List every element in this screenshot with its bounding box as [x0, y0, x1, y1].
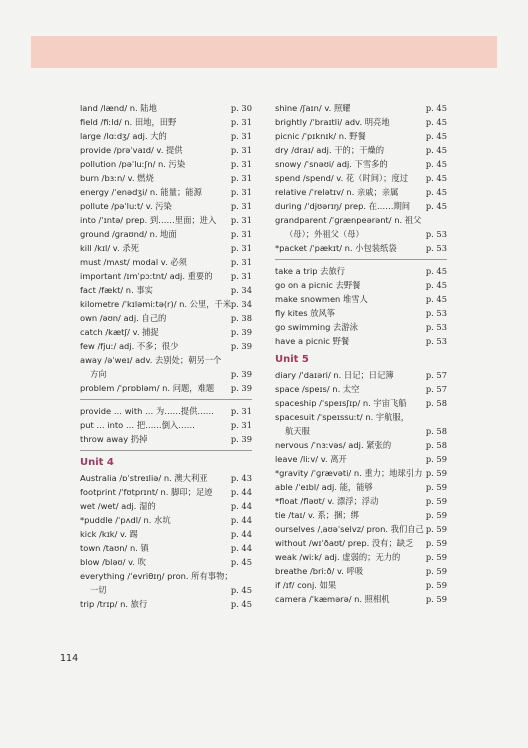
vocab-text: *gravity /ˈɡrævəti/ n. 重力；地球引力 [275, 468, 423, 478]
vocab-entry [275, 508, 447, 522]
vocab-text: town /taʊn/ n. 镇 [80, 543, 149, 553]
page-ref: p. 53 [425, 243, 447, 253]
vocab-entry [275, 241, 447, 255]
vocab-text: *puddle /ˈpʌdl/ n. 水坑 [80, 515, 171, 525]
vocab-text: snowy /ˈsnəʊi/ adj. 下雪多的 [275, 159, 388, 169]
page-ref: p. 31 [230, 257, 252, 267]
vocab-entry [80, 527, 252, 541]
vocab-text: ourselves /ˌaʊəˈselvz/ pron. 我们自己 [275, 524, 424, 534]
vocab-text: go on a picnic 去野餐 [275, 280, 361, 290]
vocab-entry [80, 541, 252, 555]
vocab-entry [80, 569, 252, 583]
vocab-entry [80, 555, 252, 569]
vocab-text: away /əˈweɪ/ adv. 去别处；朝另一个 [80, 355, 222, 365]
vocab-entry [80, 353, 252, 367]
page-ref: p. 39 [230, 434, 252, 444]
vocab-text: blow /bləʊ/ v. 吹 [80, 557, 146, 567]
page-ref: p. 59 [425, 524, 447, 534]
page-ref: p. 31 [230, 215, 252, 225]
vocab-entry [275, 424, 447, 438]
vocab-entry [80, 255, 252, 269]
vocab-text: （母）；外祖父（母） [285, 229, 364, 239]
page-ref: p. 31 [230, 271, 252, 281]
vocab-entry [80, 185, 252, 199]
page-ref: p. 39 [230, 383, 252, 393]
vocab-text: trip /trɪp/ n. 旅行 [80, 599, 148, 609]
page-ref: p. 45 [425, 103, 447, 113]
vocab-entry [275, 129, 447, 143]
vocab-text: burn /bɜːn/ v. 燃烧 [80, 173, 154, 183]
page-ref: p. 31 [230, 201, 252, 211]
unit-4-heading: Unit 4 [80, 457, 114, 468]
page-ref: p. 31 [230, 159, 252, 169]
vocab-text: problem /ˈprɒbləm/ n. 问题，难题 [80, 383, 215, 393]
vocab-entry [80, 101, 252, 115]
right-group2 [275, 264, 447, 348]
vocab-text: space /speɪs/ n. 太空 [275, 384, 360, 394]
page-ref: p. 45 [425, 173, 447, 183]
page-ref: p. 45 [230, 557, 252, 567]
vocab-entry [80, 171, 252, 185]
page-ref: p. 45 [425, 266, 447, 276]
page-ref: p. 45 [425, 280, 447, 290]
vocab-text: nervous /ˈnɜːvəs/ adj. 紧张的 [275, 440, 392, 450]
vocab-entry [275, 292, 447, 306]
page-ref: p. 45 [425, 187, 447, 197]
page-ref: p. 34 [230, 299, 252, 309]
vocab-entry [275, 480, 447, 494]
page-ref: p. 59 [425, 594, 447, 604]
page-ref: p. 59 [425, 566, 447, 576]
vocab-entry [80, 115, 252, 129]
vocab-entry [275, 550, 447, 564]
page-ref: p. 59 [425, 538, 447, 548]
vocab-text: few /fjuː/ adj. 不多；很少 [80, 341, 179, 351]
vocab-text: if /ɪf/ conj. 如果 [275, 580, 337, 590]
vocab-entry [80, 367, 252, 381]
page-ref: p. 57 [425, 370, 447, 380]
page-ref: p. 58 [425, 440, 447, 450]
vocab-entry [275, 592, 447, 606]
vocab-text: own /əʊn/ adj. 自己的 [80, 313, 167, 323]
vocab-text: kick /kɪk/ v. 踢 [80, 529, 138, 539]
vocab-text: diary /ˈdaɪəri/ n. 日记；日记簿 [275, 370, 394, 380]
vocab-entry [80, 325, 252, 339]
vocab-text: into /ˈɪntə/ prep. 到……里面；进入 [80, 215, 217, 225]
vocab-text: brightly /ˈbraɪtli/ adv. 明亮地 [275, 117, 390, 127]
right-group1 [275, 101, 447, 255]
vocab-entry [275, 466, 447, 480]
vocab-text: pollution /pəˈluːʃn/ n. 污染 [80, 159, 186, 169]
page-ref: p. 45 [425, 159, 447, 169]
page-ref: p. 53 [425, 322, 447, 332]
page-ref: p. 44 [230, 543, 252, 553]
vocab-text: have a picnic 野餐 [275, 336, 350, 346]
vocab-entry [80, 269, 252, 283]
vocab-entry [80, 157, 252, 171]
vocab-text: footprint /ˈfʊtprɪnt/ n. 脚印；足迹 [80, 487, 213, 497]
vocab-entry [275, 578, 447, 592]
vocab-entry [275, 452, 447, 466]
page-ref: p. 30 [230, 103, 252, 113]
vocab-text: must /mʌst/ modal v. 必须 [80, 257, 187, 267]
vocab-entry [80, 143, 252, 157]
page-ref: p. 44 [230, 487, 252, 497]
page-ref: p. 39 [230, 341, 252, 351]
vocab-text: energy /ˈenədʒi/ n. 能量；能源 [80, 187, 202, 197]
page-ref: p. 31 [230, 229, 252, 239]
vocab-text: Australia /ɒˈstreɪliə/ n. 澳大利亚 [80, 473, 208, 483]
vocab-text: fact /fækt/ n. 事实 [80, 285, 153, 295]
vocab-entry [275, 213, 447, 227]
vocab-text: 一切 [90, 585, 107, 595]
vocab-entry [275, 199, 447, 213]
vocab-entry [80, 199, 252, 213]
vocab-entry [80, 381, 252, 395]
left-column [80, 101, 252, 611]
vocab-entry [275, 536, 447, 550]
vocab-text: make snowmen 堆雪人 [275, 294, 368, 304]
vocab-entry [275, 171, 447, 185]
vocab-entry [275, 185, 447, 199]
vocab-text: tie /taɪ/ v. 系；捆；绑 [275, 510, 359, 520]
vocab-text: 航天服 [285, 426, 310, 436]
vocab-text: fly kites 放风筝 [275, 308, 336, 318]
vocab-entry [275, 494, 447, 508]
vocab-entry [275, 227, 447, 241]
page-ref: p. 59 [425, 454, 447, 464]
vocab-entry [80, 485, 252, 499]
vocab-text: provide /prəˈvaɪd/ v. 提供 [80, 145, 183, 155]
vocab-entry [80, 311, 252, 325]
page-ref: p. 59 [425, 510, 447, 520]
vocab-entry [80, 471, 252, 485]
page-ref: p. 59 [425, 552, 447, 562]
vocab-entry [275, 320, 447, 334]
vocab-text: everything /ˈevriθɪŋ/ pron. 所有事物； [80, 571, 233, 581]
unit-5-heading: Unit 5 [275, 354, 309, 365]
page-ref: p. 45 [230, 585, 252, 595]
vocab-text: picnic /ˈpɪknɪk/ n. 野餐 [275, 131, 366, 141]
vocab-entry [80, 404, 252, 418]
page-ref: p. 31 [230, 187, 252, 197]
vocab-text: kilometre /ˈkɪləmiːtə(r)/ n. 公里，千米 [80, 299, 232, 309]
vocab-text: pollute /pəˈluːt/ v. 污染 [80, 201, 172, 211]
left-group2 [80, 404, 252, 446]
vocab-entry [80, 432, 252, 446]
page-ref: p. 59 [425, 580, 447, 590]
page-ref: p. 45 [425, 201, 447, 211]
left-group3 [80, 471, 252, 611]
vocab-entry [275, 115, 447, 129]
vocab-text: ground /ɡraʊnd/ n. 地面 [80, 229, 177, 239]
vocab-entry [275, 564, 447, 578]
vocab-text: weak /wiːk/ adj. 虚弱的；无力的 [275, 552, 401, 562]
vocab-entry [275, 368, 447, 382]
page-ref: p. 53 [425, 308, 447, 318]
page-ref: p. 38 [230, 313, 252, 323]
page-ref: p. 57 [425, 384, 447, 394]
vocab-text: throw away 扔掉 [80, 434, 148, 444]
vocab-entry [275, 101, 447, 115]
vocab-text: shine /ʃaɪn/ v. 照耀 [275, 103, 351, 113]
page-ref: p. 34 [230, 285, 252, 295]
page-ref: p. 31 [230, 131, 252, 141]
page-ref: p. 31 [230, 406, 252, 416]
vocab-text: take a trip 去旅行 [275, 266, 346, 276]
vocab-entry [80, 213, 252, 227]
page-number: 114 [60, 653, 79, 664]
vocab-text: land /lænd/ n. 陆地 [80, 103, 157, 113]
page-ref: p. 43 [230, 473, 252, 483]
vocab-entry [80, 499, 252, 513]
vocab-text: provide … with … 为……提供…… [80, 406, 214, 416]
vocab-entry [80, 339, 252, 353]
vocab-text: *packet /ˈpækɪt/ n. 小包装纸袋 [275, 243, 397, 253]
vocab-text: spend /spend/ v. 花（时间）；度过 [275, 173, 409, 183]
vocab-text: go swimming 去游泳 [275, 322, 358, 332]
vocab-text: able /ˈeɪbl/ adj. 能，能够 [275, 482, 373, 492]
vocab-entry [275, 306, 447, 320]
vocab-entry [80, 418, 252, 432]
vocab-text: spacesuit /ˈspeɪssuːt/ n. 宇航服， [275, 412, 410, 422]
vocab-entry [275, 410, 447, 424]
right-group3 [275, 368, 447, 606]
vocab-text: grandparent /ˈɡrænpeərənt/ n. 祖父 [275, 215, 422, 225]
vocab-text: spaceship /ˈspeɪsʃɪp/ n. 宇宙飞船 [275, 398, 407, 408]
vocab-text: *float /fləʊt/ v. 漂浮；浮动 [275, 496, 379, 506]
page-ref: p. 31 [230, 173, 252, 183]
page-ref: p. 44 [230, 515, 252, 525]
vocab-entry [275, 438, 447, 452]
page-ref: p. 45 [425, 294, 447, 304]
page-ref: p. 58 [425, 398, 447, 408]
right-column [275, 101, 447, 606]
page-ref: p. 53 [425, 229, 447, 239]
header-banner [31, 36, 497, 68]
vocab-text: important /ɪmˈpɔːtnt/ adj. 重要的 [80, 271, 213, 281]
divider [80, 450, 252, 451]
vocab-text: dry /draɪ/ adj. 干的；干燥的 [275, 145, 385, 155]
vocab-entry [275, 334, 447, 348]
vocab-text: relative /ˈrelətɪv/ n. 亲戚；亲属 [275, 187, 399, 197]
page-ref: p. 59 [425, 468, 447, 478]
page-ref: p. 45 [425, 131, 447, 141]
vocab-text: wet /wet/ adj. 湿的 [80, 501, 156, 511]
vocab-entry [80, 297, 252, 311]
divider [80, 399, 252, 400]
page-ref: p. 44 [230, 501, 252, 511]
divider [275, 259, 447, 260]
vocab-text: camera /ˈkæmərə/ n. 照相机 [275, 594, 390, 604]
vocab-text: without /wɪˈðaʊt/ prep. 没有；缺乏 [275, 538, 414, 548]
page-ref: p. 59 [425, 496, 447, 506]
vocab-text: leave /liːv/ v. 离开 [275, 454, 347, 464]
vocab-entry [80, 513, 252, 527]
page-ref: p. 39 [230, 327, 252, 337]
page-ref: p. 45 [425, 145, 447, 155]
vocab-entry [80, 583, 252, 597]
page-ref: p. 45 [230, 599, 252, 609]
vocab-entry [275, 157, 447, 171]
vocab-text: field /fiːld/ n. 田地，田野 [80, 117, 177, 127]
vocab-text: kill /kɪl/ v. 杀死 [80, 243, 139, 253]
vocab-entry [80, 129, 252, 143]
vocab-entry [275, 278, 447, 292]
page-ref: p. 31 [230, 420, 252, 430]
vocab-entry [80, 597, 252, 611]
vocab-text: during /ˈdjʊərɪŋ/ prep. 在……期间 [275, 201, 411, 211]
vocab-entry [275, 264, 447, 278]
page-ref: p. 44 [230, 529, 252, 539]
page-ref: p. 31 [230, 243, 252, 253]
vocab-entry [275, 522, 447, 536]
page-ref: p. 31 [230, 117, 252, 127]
vocab-entry [275, 143, 447, 157]
page-ref: p. 45 [425, 117, 447, 127]
vocab-entry [275, 396, 447, 410]
vocab-entry [80, 241, 252, 255]
vocab-text: put … into … 把……倒入…… [80, 420, 195, 430]
vocab-text: catch /kætʃ/ v. 捕捉 [80, 327, 159, 337]
page-ref: p. 53 [425, 336, 447, 346]
vocab-entry [275, 382, 447, 396]
page-ref: p. 39 [230, 369, 252, 379]
vocab-text: breathe /briːð/ v. 呼吸 [275, 566, 364, 576]
page-ref: p. 59 [425, 482, 447, 492]
vocab-entry [80, 283, 252, 297]
page-ref: p. 58 [425, 426, 447, 436]
vocab-text: large /lɑːdʒ/ adj. 大的 [80, 131, 167, 141]
vocab-text: 方向 [90, 369, 107, 379]
left-group1 [80, 101, 252, 395]
page-ref: p. 31 [230, 145, 252, 155]
vocab-entry [80, 227, 252, 241]
